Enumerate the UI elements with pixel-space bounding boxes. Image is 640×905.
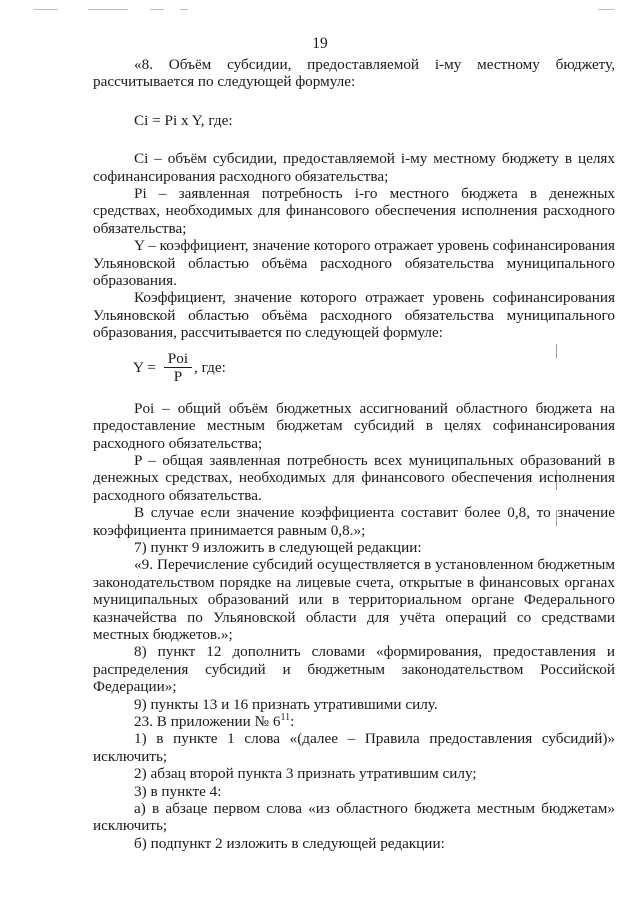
formula-lhs: Y =: [133, 358, 156, 376]
paragraph: [93, 713, 615, 730]
paragraph: P – общая заявленная потребность всех муниципальных образований в денежных средствах, необходимых для финансового обеспечения исполнения расходного обязательства.: [93, 451, 615, 504]
paragraph: Y – коэффициент, значение которого отражает уровень софинансирования Ульяновской областью объёма расходного обязательства муниципального образования.: [93, 237, 615, 290]
paragraph: б) подпункт 2 изложить в следующей редакции:: [134, 834, 445, 852]
paragraph: 1) в пункте 1 слова «(далее – Правила предоставления субсидий)» исключить;: [93, 730, 615, 765]
formula-y: [93, 348, 615, 388]
formula-ci: Ci = Pi x Y, где:: [134, 111, 233, 129]
formula-tail: , где:: [194, 358, 226, 376]
page-number: 19: [312, 35, 328, 52]
paragraph: 9) пункты 13 и 16 признать утратившими силу.: [134, 695, 438, 713]
paragraph: 3) в пункте 4:: [134, 782, 222, 800]
paragraph: 7) пункт 9 изложить в следующей редакции:: [134, 538, 422, 556]
paragraph: «9. Перечисление субсидий осуществляется в установленном бюджетным законодательством порядке на лицевые счета, открытые в финансовых органах муниципальных образований или в территориальном органе Федерального казначейства по Ульяновской области для учёта операций со средствами местных бюджетов.»;: [93, 556, 615, 643]
paragraph: «8. Объём субсидии, предоставляемой i-му местному бюджету, рассчитывается по следующей формуле:: [93, 56, 615, 91]
paragraph: В случае если значение коэффициента составит более 0,8, то значение коэффициента принимается равным 0,8.»;: [93, 504, 615, 539]
scan-artifact: [150, 9, 164, 10]
fraction: [164, 350, 192, 385]
scan-artifact: [34, 9, 58, 10]
fraction-denominator: P: [173, 368, 183, 386]
appendix-heading-colon: :: [290, 713, 295, 730]
paragraph: Ci – объём субсидии, предоставляемой i-му местному бюджету в целях софинансирования расходного обязательства;: [93, 150, 615, 185]
footnote-superscript: 11: [280, 711, 291, 723]
scan-artifact: [598, 9, 614, 10]
fraction-numerator: Poi: [164, 350, 192, 368]
paragraph: Коэффициент, значение которого отражает уровень софинансирования Ульяновской областью объёма расходного обязательства муниципального образования, рассчитывается по следующей формуле:: [93, 289, 615, 342]
paragraph: а) в абзаце первом слова «из областного бюджета местным бюджетам» исключить;: [93, 800, 615, 835]
paragraph: 2) абзац второй пункта 3 признать утратившим силу;: [134, 765, 477, 783]
scan-artifact: [180, 9, 188, 10]
appendix-heading: 23. В приложении № 6: [134, 713, 281, 730]
scan-artifact: [88, 9, 128, 10]
paragraph: Poi – общий объём бюджетных ассигнований областного бюджета на предоставление местным бюджетам субсидий в целях софинансирования расходного обязательства;: [93, 399, 615, 452]
document-body: [93, 56, 615, 852]
paragraph: Pi – заявленная потребность i-го местного бюджета в денежных средствах, необходимых для финансового обеспечения исполнения расходного обязательства;: [93, 185, 615, 237]
paragraph: 8) пункт 12 дополнить словами «формирования, предоставления и распределения субсидий и бюджетным законодательством Российской Федерации»;: [93, 643, 615, 696]
